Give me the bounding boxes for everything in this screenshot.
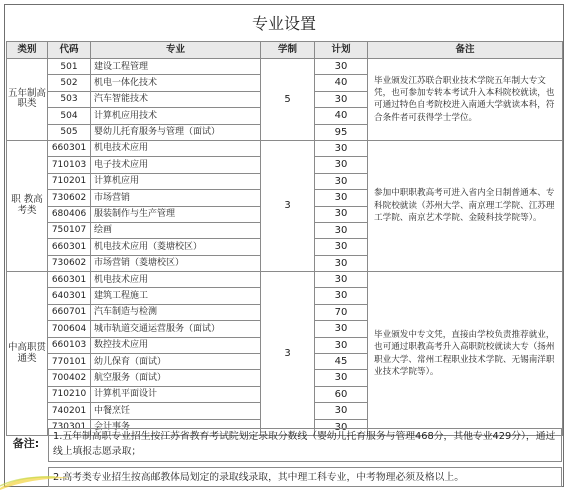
major-cell: 会计事务 bbox=[91, 419, 261, 435]
header-row bbox=[7, 42, 563, 59]
code-cell: 730602 bbox=[48, 255, 91, 271]
plan-cell: 70 bbox=[315, 304, 368, 320]
plan-cell: 30 bbox=[315, 91, 368, 107]
header-duration: 学制 bbox=[261, 42, 315, 59]
major-cell: 汽车智能技术 bbox=[91, 91, 261, 107]
plan-cell: 95 bbox=[315, 124, 368, 140]
code-cell: 660301 bbox=[48, 140, 91, 156]
header-category: 类别 bbox=[7, 42, 48, 59]
plan-cell: 30 bbox=[315, 140, 368, 156]
code-cell: 504 bbox=[48, 108, 91, 124]
major-cell: 数控技术应用 bbox=[91, 337, 261, 353]
plan-cell: 30 bbox=[315, 370, 368, 386]
major-cell: 城市轨道交通运营服务（面试） bbox=[91, 321, 261, 337]
major-table bbox=[6, 41, 563, 436]
header-plan: 计划 bbox=[315, 42, 368, 59]
duration-cell: 5 bbox=[261, 59, 315, 141]
major-cell: 婴幼儿托育服务与管理（面试） bbox=[91, 124, 261, 140]
plan-cell: 30 bbox=[315, 337, 368, 353]
category-cell: 五年制高职类 bbox=[7, 59, 48, 141]
major-cell: 航空服务（面试） bbox=[91, 370, 261, 386]
plan-cell: 40 bbox=[315, 75, 368, 91]
plan-cell: 30 bbox=[315, 206, 368, 222]
category-cell: 中高职贯通类 bbox=[7, 272, 48, 436]
major-cell: 建筑工程施工 bbox=[91, 288, 261, 304]
note-cell: 毕业颁发中专文凭，直接由学校负责推荐就业，也可通过职教高考升入高职院校就读大专（扬州职业大学、常州工程职业技术学院、无锡南洋职业技术学院等）。 bbox=[368, 272, 563, 436]
table-row bbox=[7, 59, 563, 75]
code-cell: 770101 bbox=[48, 354, 91, 370]
note-cell: 毕业颁发江苏联合职业技术学院五年制大专文凭，也可参加专转本考试升入本科院校就读，也可通过特色自考院校进入南通大学就读本科，符合条件者可获得学士学位。 bbox=[368, 59, 563, 141]
decorative-swoosh bbox=[0, 468, 70, 490]
remark-item-1: 1.五年制高职专业招生按江苏省教育考试院划定录取分数线（婴幼儿托育服务与管理468分，其他专业429分），通过线上填报志愿录取； bbox=[48, 428, 562, 462]
code-cell: 700604 bbox=[48, 321, 91, 337]
duration-cell: 3 bbox=[261, 140, 315, 271]
plan-cell: 60 bbox=[315, 386, 368, 402]
major-cell: 服装制作与生产管理 bbox=[91, 206, 261, 222]
major-cell: 机电一体化技术 bbox=[91, 75, 261, 91]
plan-cell: 30 bbox=[315, 190, 368, 206]
code-cell: 710210 bbox=[48, 386, 91, 402]
plan-cell: 30 bbox=[315, 419, 368, 435]
major-cell: 绘画 bbox=[91, 222, 261, 238]
code-cell: 640301 bbox=[48, 288, 91, 304]
major-cell: 中餐烹饪 bbox=[91, 403, 261, 419]
code-cell: 730602 bbox=[48, 190, 91, 206]
major-cell: 市场营销（菱塘校区） bbox=[91, 255, 261, 271]
code-cell: 660701 bbox=[48, 304, 91, 320]
plan-cell: 30 bbox=[315, 321, 368, 337]
major-cell: 幼儿保育（面试） bbox=[91, 354, 261, 370]
code-cell: 503 bbox=[48, 91, 91, 107]
major-cell: 市场营销 bbox=[91, 190, 261, 206]
remarks-section bbox=[6, 425, 562, 487]
code-cell: 740201 bbox=[48, 403, 91, 419]
table-row bbox=[7, 272, 563, 288]
page-title: 专业设置 bbox=[251, 14, 316, 33]
major-cell: 计算机应用 bbox=[91, 173, 261, 189]
major-cell: 计算机应用技术 bbox=[91, 108, 261, 124]
plan-cell: 40 bbox=[315, 108, 368, 124]
table-row bbox=[7, 140, 563, 156]
code-cell: 501 bbox=[48, 59, 91, 75]
code-cell: 700402 bbox=[48, 370, 91, 386]
code-cell: 710103 bbox=[48, 157, 91, 173]
code-cell: 505 bbox=[48, 124, 91, 140]
code-cell: 730301 bbox=[48, 419, 91, 435]
table-body bbox=[7, 59, 563, 436]
header-note: 备注 bbox=[368, 42, 563, 59]
remarks-label: 备注: bbox=[12, 437, 40, 450]
header-code: 代码 bbox=[48, 42, 91, 59]
plan-cell: 30 bbox=[315, 173, 368, 189]
header-major: 专业 bbox=[91, 42, 261, 59]
plan-cell: 30 bbox=[315, 288, 368, 304]
plan-cell: 30 bbox=[315, 59, 368, 75]
code-cell: 660301 bbox=[48, 239, 91, 255]
plan-cell: 30 bbox=[315, 272, 368, 288]
major-cell: 汽车制造与检测 bbox=[91, 304, 261, 320]
major-cell: 机电技术应用（菱塘校区） bbox=[91, 239, 261, 255]
major-cell: 计算机平面设计 bbox=[91, 386, 261, 402]
duration-cell: 3 bbox=[261, 272, 315, 436]
remark-item-2: 2.高考类专业招生按高邮教体局划定的录取线录取，其中理工科专业，中考物理必须及格以上。 bbox=[48, 467, 562, 487]
major-cell: 电子技术应用 bbox=[91, 157, 261, 173]
major-cell: 机电技术应用 bbox=[91, 272, 261, 288]
plan-cell: 30 bbox=[315, 222, 368, 238]
plan-cell: 45 bbox=[315, 354, 368, 370]
code-cell: 680406 bbox=[48, 206, 91, 222]
plan-cell: 30 bbox=[315, 403, 368, 419]
code-cell: 710201 bbox=[48, 173, 91, 189]
plan-cell: 30 bbox=[315, 157, 368, 173]
code-cell: 502 bbox=[48, 75, 91, 91]
note-cell: 参加中职职教高考可进入省内全日制普通本、专科院校就读（苏州大学、南京理工学院、江苏理工学院、南京艺术学院、金陵科技学院等）。 bbox=[368, 140, 563, 271]
code-cell: 750107 bbox=[48, 222, 91, 238]
major-cell: 建设工程管理 bbox=[91, 59, 261, 75]
code-cell: 660301 bbox=[48, 272, 91, 288]
category-cell: 职 教高考类 bbox=[7, 140, 48, 271]
major-cell: 机电技术应用 bbox=[91, 140, 261, 156]
plan-cell: 30 bbox=[315, 255, 368, 271]
code-cell: 660103 bbox=[48, 337, 91, 353]
plan-cell: 30 bbox=[315, 239, 368, 255]
